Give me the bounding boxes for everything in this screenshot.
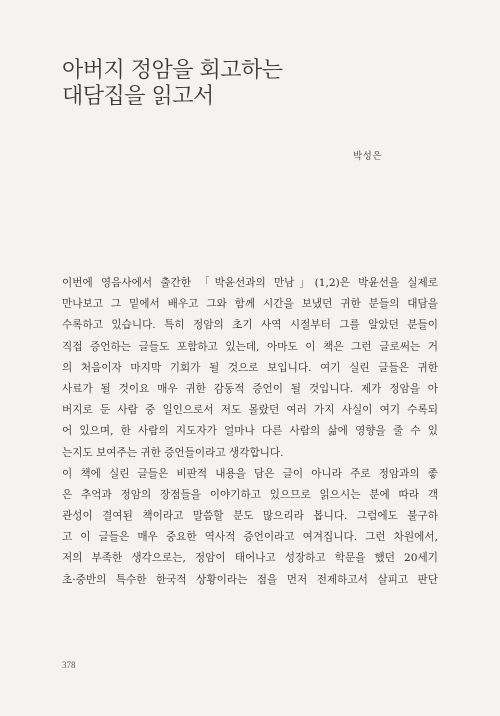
body-line: 관성이 결여된 책이라고 말씀할 분도 많으리라 봅니다. 그럼에도 불구하: [62, 510, 438, 523]
body-line: 저의 부족한 생각으로는, 정암이 태어나고 성장하고 학문을 했던 20세기: [62, 552, 438, 565]
body-line: 버지로 둔 사람 중 일인으로서 저도 몰랐던 여러 가지 사실이 여기 수록되: [62, 404, 438, 417]
body-line-paragraph-end: 는지도 보여주는 귀한 증언들이라고 생각합니다.: [62, 446, 284, 459]
title-line-2: 대담집을 읽고서: [62, 84, 214, 109]
author-name: 박성은: [352, 151, 382, 162]
body-line: 사료가 될 것이요 매우 귀한 감동적 증언이 될 것입니다. 제가 정암을 아: [62, 382, 438, 395]
body-line: 수록하고 있습니다. 특히 정암의 초기 사역 시절부터 그를 알았던 분들이: [62, 319, 438, 332]
body-line: 직접 증언하는 글들도 포함하고 있는데, 아마도 이 책은 그런 글로써는 거: [62, 340, 438, 353]
body-text: [62, 273, 438, 591]
body-line: 의 처음이자 마지막 기회가 될 것으로 보입니다. 여기 실린 글들은 귀한: [62, 361, 438, 374]
body-line: 만나보고 그 밑에서 배우고 그와 함께 시간을 보냈던 귀한 분들의 대담을: [62, 298, 438, 311]
body-line: 고 이 글들은 매우 중요한 역사적 증언이라고 여겨집니다. 그런 차원에서,: [62, 531, 438, 544]
article-title: [62, 58, 362, 110]
body-line: 이 책에 실린 글들은 비판적 내용을 담은 글이 아니라 주로 정암과의 좋: [62, 467, 438, 480]
body-line: 은 추억과 정암의 장점들을 이야기하고 있으므로 읽으시는 분에 따라 객: [62, 488, 438, 501]
body-line: 초·중반의 특수한 한국적 상황이라는 점을 먼저 전제하고서 살피고 판단: [62, 573, 438, 586]
page-number: 378: [62, 660, 76, 670]
body-line: 이번에 영음사에서 출간한 「박윤선과의 만남」(1,2)은 박윤선을 실제로: [62, 277, 438, 289]
body-line: 어 있으며, 한 사람의 지도자가 얼마나 다른 사람의 삶에 영향을 줄 수 있: [62, 425, 438, 438]
title-line-1: 아버지 정암을 회고하는: [62, 58, 283, 83]
